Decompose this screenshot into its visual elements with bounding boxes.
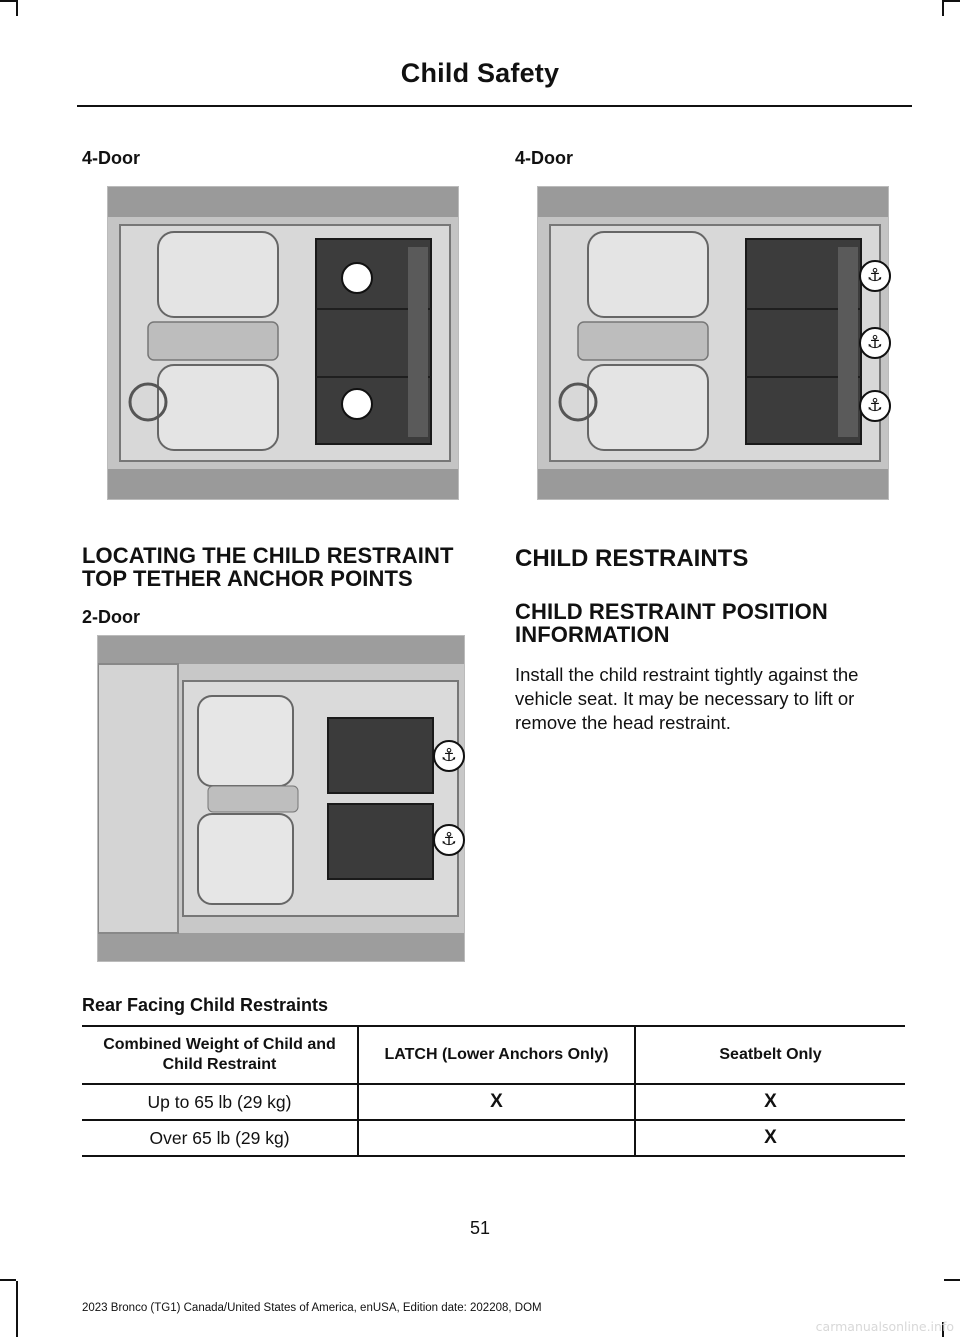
- figure-2door-tether-anchors: [97, 635, 465, 962]
- tether-anchor-icon: ⚓: [859, 260, 891, 292]
- watermark: carmanualsonline.info: [815, 1319, 954, 1334]
- table-row: [82, 1084, 905, 1120]
- child-seat-latch-icon: [341, 388, 373, 420]
- page-number: 51: [469, 1218, 491, 1238]
- table-title: Rear Facing Child Restraints: [82, 995, 329, 1015]
- crop-mark: [16, 1281, 18, 1337]
- table-cell-seatbelt: X: [635, 1084, 905, 1120]
- table-cell-latch: X: [358, 1084, 635, 1120]
- section-heading-child-restraints: CHILD RESTRAINTS: [515, 545, 749, 572]
- crop-mark: [0, 1279, 16, 1281]
- crop-mark: [16, 0, 18, 16]
- table-cell-seatbelt: X: [635, 1120, 905, 1156]
- table-header-row: [82, 1026, 905, 1084]
- figure-label-bottom-left: 2-Door: [82, 607, 140, 627]
- crop-mark: [944, 0, 960, 2]
- footer-edition-info: 2023 Bronco (TG1) Canada/United States of America, enUSA, Edition date: 202208, DOM: [82, 1302, 542, 1314]
- crop-mark: [944, 1279, 960, 1281]
- figure-4door-lower-anchors: [107, 186, 459, 500]
- figure-label-top-left: 4-Door: [82, 148, 140, 168]
- figure-4door-tether-anchors: [537, 186, 889, 500]
- rear-facing-table: [82, 1025, 905, 1157]
- child-seat-latch-icon: [341, 262, 373, 294]
- table-header-weight: Combined Weight of Child and Child Restraint: [82, 1026, 358, 1084]
- tether-anchor-icon: ⚓: [859, 327, 891, 359]
- crop-mark: [942, 0, 944, 16]
- tether-anchor-icon: ⚓: [433, 824, 465, 856]
- tether-anchor-icon: ⚓: [859, 390, 891, 422]
- page-title: Child Safety: [400, 58, 560, 88]
- tether-anchor-icon: ⚓: [433, 740, 465, 772]
- table-header-seatbelt: Seatbelt Only: [635, 1026, 905, 1084]
- table-cell-weight: Over 65 lb (29 kg): [82, 1120, 358, 1156]
- subsection-heading-position-info: CHILD RESTRAINT POSITION INFORMATION: [515, 599, 828, 647]
- crop-mark: [0, 0, 16, 2]
- title-divider: [77, 105, 912, 107]
- table-cell-weight: Up to 65 lb (29 kg): [82, 1084, 358, 1120]
- table-header-latch: LATCH (Lower Anchors Only): [358, 1026, 635, 1084]
- table-cell-latch: [358, 1120, 635, 1156]
- section-heading-tether-anchors: LOCATING THE CHILD RESTRAINT TOP TETHER ANCHOR POINTS: [82, 543, 454, 591]
- figure-label-top-right: 4-Door: [515, 148, 573, 168]
- position-info-paragraph: Install the child restraint tightly against the vehicle seat. It may be necessary to lift or remove the head restraint.: [515, 664, 859, 733]
- table-row: [82, 1120, 905, 1156]
